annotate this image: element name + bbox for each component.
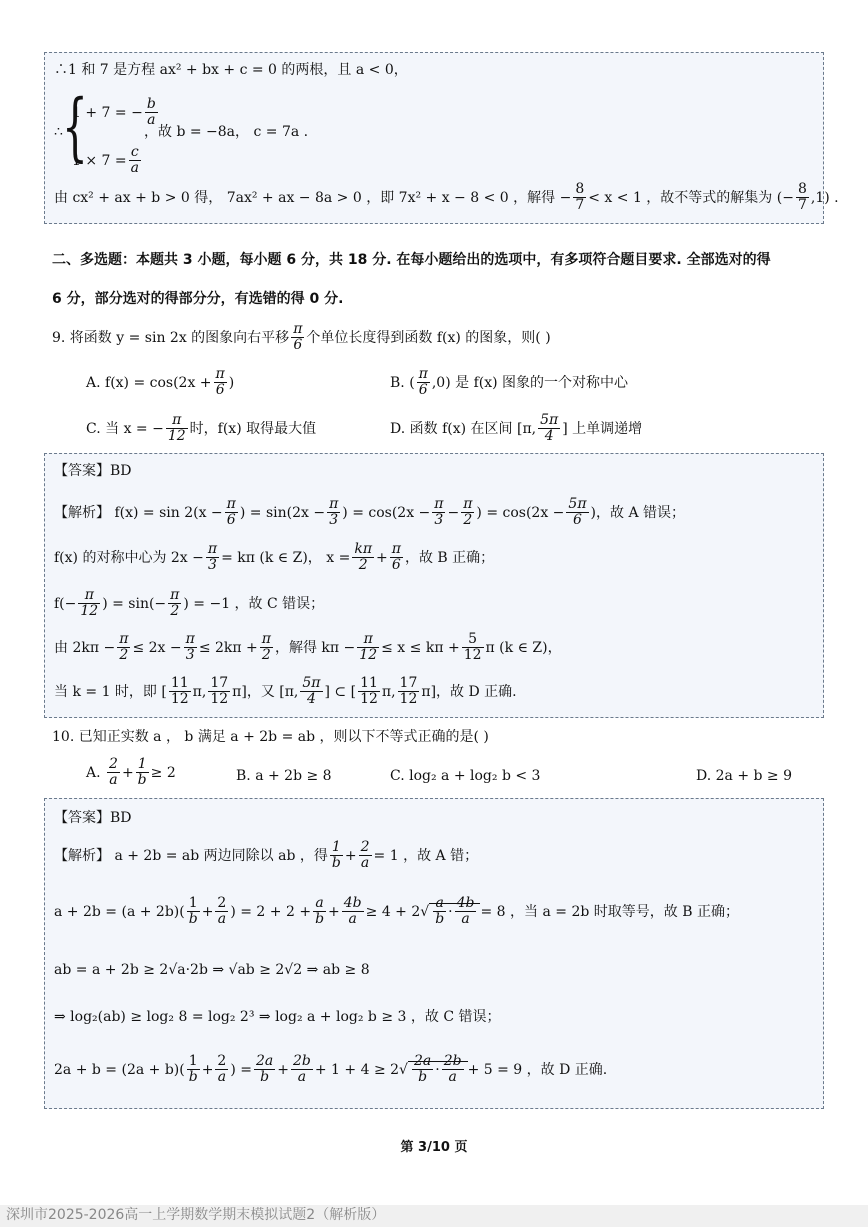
solution-line: 当 k = 1 时，即 [ $\frac{11}{12}$ π, $\frac{17}{12}$ π]，又 [π, $\frac{5\pi}{4}$ ] ⊂ [ $\frac{11}{12}$ π, $\frac{17}{12}$ π]，故 D 正确. bbox=[54, 675, 517, 708]
solution-line: 由 cx² + ax + b > 0 得， 7ax² + ax − 8a > 0 ，即 7x² + x − 8 < 0 ，解得 − $\frac{8}{7}$ < x < 1 ，故不等式的解集为 (− $\frac{8}{7}$ ,1) . bbox=[54, 181, 839, 214]
question-9-option-c: C. 当 x = − $\frac{\pi}{12}$ 时，f(x) 取得最大值 bbox=[86, 412, 317, 445]
question-10-option-a: A. $\frac{2}{a}$ + $\frac{1}{b}$ ≥ 2 bbox=[86, 756, 176, 789]
page-number: 第 3/10 页 bbox=[400, 1140, 468, 1155]
question-9-option-b: B. ( $\frac{\pi}{6}$ ,0) 是 f(x) 图象的一个对称中心 bbox=[390, 366, 629, 399]
question-10-option-b: B. a + 2b ≥ 8 bbox=[236, 768, 332, 784]
solution-line: ab = a + 2b ≥ 2√a·2b ⇒ √ab ≥ 2√2 ⇒ ab ≥ 8 bbox=[54, 962, 370, 978]
system-eq1: 1 + 7 = − $\frac{b}{a}$ bbox=[72, 96, 156, 129]
answer-label: 【答案】BD bbox=[54, 810, 132, 826]
section-heading: 二、多选题：本题共 3 小题，每小题 6 分，共 18 分. 在每小题给出的选项中，有多项符合题目要求. 全部选对的得 bbox=[52, 252, 771, 268]
section-heading-cont: 6 分，部分选对的得部分分，有选错的得 0 分. bbox=[52, 291, 344, 307]
solution-line: 【解析】 a + 2b = ab 两边同除以 ab ，得 $\frac{1}{b}$ + $\frac{2}{a}$ = 1 ，故 A 错； bbox=[54, 839, 479, 872]
question-9-option-a: A. f(x) = cos(2x + $\frac{\pi}{6}$ ) bbox=[86, 366, 235, 399]
system-brace: { bbox=[62, 84, 88, 170]
question-10-stem: 10. 已知正实数 a ， b 满足 a + 2b = ab ，则以下不等式正确的是( ) bbox=[52, 729, 489, 745]
solution-line: 2a + b = (2a + b)( $\frac{1}{b}$ + $\frac{2}{a}$ ) = $\frac{2a}{b}$ + $\frac{2b}{a}$ + 1 + 4 ≥ 2√ $\frac{2a}{b}$ · $\frac{2b}{a}$ + 5 = 9 ，故 D 正确. bbox=[54, 1053, 608, 1086]
solution-line: f(− $\frac{\pi}{12}$ ) = sin(− $\frac{\pi}{2}$ ) = −1 ，故 C 错误； bbox=[54, 587, 325, 620]
solution-line: ⇒ log₂(ab) ≥ log₂ 8 = log₂ 2³ ⇒ log₂ a + log₂ b ≥ 3 ，故 C 错误； bbox=[54, 1009, 501, 1025]
solution-line: 由 2kπ − $\frac{\pi}{2}$ ≤ 2x − $\frac{\pi}{3}$ ≤ 2kπ + $\frac{\pi}{2}$ ，解得 kπ − $\frac{\pi}{12}$ ≤ x ≤ kπ + $\frac{5}{12}$ π (k ∈ Z)， bbox=[54, 631, 562, 664]
question-10-option-d: D. 2a + b ≥ 9 bbox=[696, 768, 793, 784]
system-eq2: 1 × 7 = $\frac{c}{a}$ bbox=[72, 144, 139, 177]
solution-line: ∴1 和 7 是方程 ax² + bx + c = 0 的两根，且 a < 0， bbox=[54, 62, 408, 78]
system-prefix: ∴ bbox=[54, 124, 63, 140]
question-9-option-d: D. 函数 f(x) 在区间 [π, $\frac{5\pi}{4}$ ] 上单调递增 bbox=[390, 412, 643, 445]
solution-line: a + 2b = (a + 2b)( $\frac{1}{b}$ + $\frac{2}{a}$ ) = 2 + 2 + $\frac{a}{b}$ + $\frac{4b}{a}$ ≥ 4 + 2√ $\frac{a}{b}$ · $\frac{4b}{a}$ = 8 ，当 a = 2b 时取等号，故 B 正确； bbox=[54, 895, 739, 928]
solution-line: 【解析】 f(x) = sin 2(x − $\frac{\pi}{6}$ ) = sin(2x − $\frac{\pi}{3}$ ) = cos(2x − $\frac{\pi}{3}$ − $\frac{\pi}{2}$ ) = cos(2x − $\frac{5\pi}{6}$ )，故 A 错误； bbox=[54, 496, 686, 529]
question-10-option-c: C. log₂ a + log₂ b < 3 bbox=[390, 768, 541, 784]
answer-label: 【答案】BD bbox=[54, 463, 132, 479]
footer-title: 深圳市2025-2026高一上学期数学期末模拟试题2（解析版） bbox=[6, 1207, 386, 1223]
question-9-stem: 9. 将函数 y = sin 2x 的图象向右平移 $\frac{\pi}{6}$ 个单位长度得到函数 f(x) 的图象，则( ) bbox=[52, 321, 551, 354]
system-result: ，故 b = −8a， c = 7a . bbox=[144, 124, 309, 140]
solution-line: f(x) 的对称中心为 2x − $\frac{\pi}{3}$ = kπ (k ∈ Z)， x = $\frac{k\pi}{2}$ + $\frac{\pi}{6}$ ，故 B 正确； bbox=[54, 541, 495, 574]
document-footer bbox=[0, 1205, 868, 1227]
